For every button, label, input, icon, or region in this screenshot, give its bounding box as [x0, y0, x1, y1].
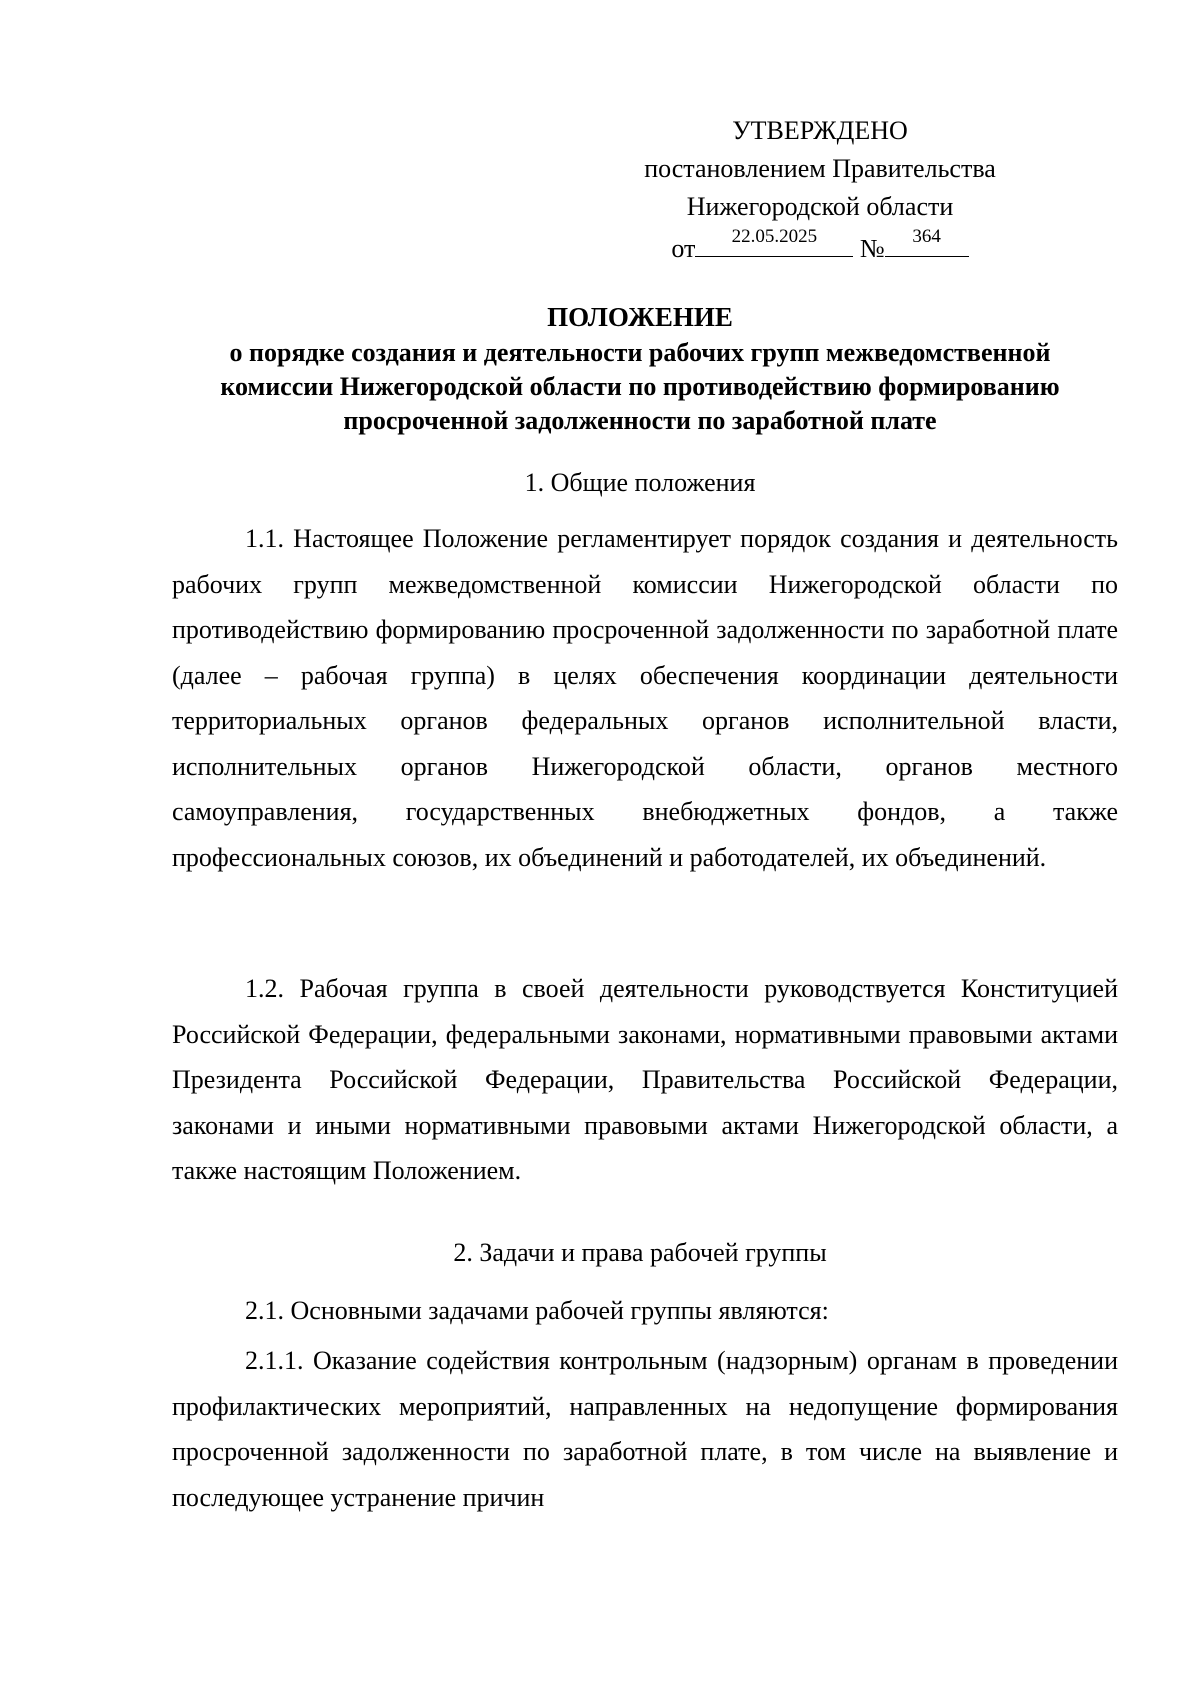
document-title: ПОЛОЖЕНИЕ — [547, 302, 733, 332]
approval-title: УТВЕРЖДЕНО — [732, 116, 908, 145]
approval-block — [600, 112, 1040, 268]
date-value: 22.05.2025 — [731, 226, 818, 247]
section-1-heading: 1. Общие положения — [524, 468, 756, 497]
paragraph-1-2: 1.2. Рабочая группа в своей деятельности руководствуется Конституцией Российской Федерации, федеральными законами, нормативными правовыми актами Президента Российской Федерации, Правительства Российской Федерации, законами и иными нормативными правовыми актами Нижегородской области, а также настоящим Положением. — [172, 974, 1118, 1185]
document-title-block — [160, 300, 1120, 438]
number-value: 364 — [912, 226, 941, 247]
approval-date-line — [600, 226, 1040, 268]
paragraph-2-1-1: 2.1.1. Оказание содействия контрольным (надзорным) органам в проведении профилактических мероприятий, направленных на недопущение формирования просроченной задолженности по заработной плате, в том числе на выявление и последующее устранение причин — [172, 1346, 1118, 1512]
document-subtitle-line-1: о порядке создания и деятельности рабочих групп межведомственной — [229, 338, 1051, 367]
approval-authority: постановлением Правительства — [644, 154, 996, 183]
section-2-heading: 2. Задачи и права рабочей группы — [453, 1238, 827, 1267]
document-subtitle-line-3: просроченной задолженности по заработной плате — [343, 406, 937, 435]
paragraph-1-1: 1.1. Настоящее Положение регламентирует порядок создания и деятельность рабочих групп межведомственной комиссии Нижегородской области по противодействию формированию просроченной задолженности по заработной плате (далее – рабочая группа) в целях обеспечения координации деятельности территориальных органов федеральных органов исполнительной власти, исполнительных органов Нижегородской области, органов местного самоуправления, государственных внебюджетных фондов, а также профессиональных союзов, их объединений и работодателей, их объединений. — [172, 524, 1118, 872]
date-prefix: от — [671, 234, 696, 263]
paragraph-2-1: 2.1. Основными задачами рабочей группы являются: — [245, 1296, 829, 1325]
approval-region: Нижегородской области — [686, 192, 954, 221]
number-prefix: № — [859, 234, 885, 263]
document-subtitle-line-2: комиссии Нижегородской области по противодействию формированию — [220, 372, 1060, 401]
number-field — [885, 226, 969, 257]
date-field — [695, 226, 853, 257]
